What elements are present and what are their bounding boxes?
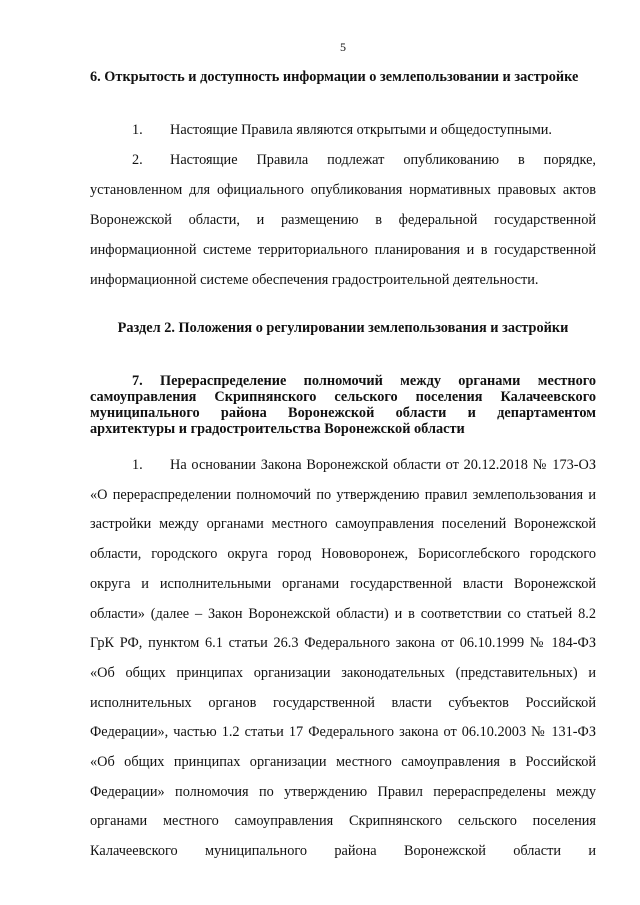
section-7-item-1-number: 1.: [132, 457, 143, 473]
document-page: [90, 0, 596, 905]
section-6-item-1: [90, 115, 596, 145]
section-6-item-2-number: 2.: [132, 152, 143, 168]
section-7-item-1: [90, 451, 596, 867]
section-6-item-1-text: Настоящие Правила являются открытыми и общедоступными.: [170, 122, 553, 138]
section-6-item-1-number: 1.: [132, 122, 143, 138]
section-6-heading: 6. Открытость и доступность информации о землепользовании и застройке: [90, 69, 579, 85]
page-number: 5: [340, 40, 346, 54]
section-7-heading: 7. Перераспределение полномочий между органами местного самоуправления Скрипнянского сельского поселения Калачеевского муниципального района Воронежской области и департаментом архитектуры и градостроительства Воронежской области: [90, 373, 596, 437]
section-7-item-1-text: На основании Закона Воронежской области от 20.12.2018 № 173-ОЗ «О перераспределении полномочий по утверждению правил землепользования и застройки между органами местного самоуправления поселений Воронежской области, городского округа город Нововоронеж, Борисоглебского городского округа и исполнительными органами государственной власти Воронежской области» (далее – Закон Воронежской области) и в соответствии со статьей 8.2 ГрК РФ, пунктом 6.1 статьи 26.3 Федерального закона от 06.10.1999 № 184-ФЗ «Об общих принципах организации законодательных (представительных) и исполнительных органов государственной власти субъектов Российской Федерации», частью 1.2 статьи 17 Федерального закона от 06.10.2003 № 131-ФЗ «Об общих принципах организации местного самоуправления в Российской Федерации» полномочия по утверждению Правил перераспределены между органами местного самоуправления Скрипнянского сельского поселения Калачеевского муниципального района Воронежской области и: [90, 457, 596, 860]
razdel-2-title: Раздел 2. Положения о регулировании землепользования и застройки: [117, 320, 569, 336]
section-6-item-2: [90, 145, 596, 295]
section-6-item-2-text: Настоящие Правила подлежат опубликованию в порядке, установленном для официального опубликования нормативных правовых актов Воронежской области, и размещению в федеральной государственной информационной системе территориального планирования и в государственной информационной системе обеспечения градостроительной деятельности.: [90, 152, 596, 289]
